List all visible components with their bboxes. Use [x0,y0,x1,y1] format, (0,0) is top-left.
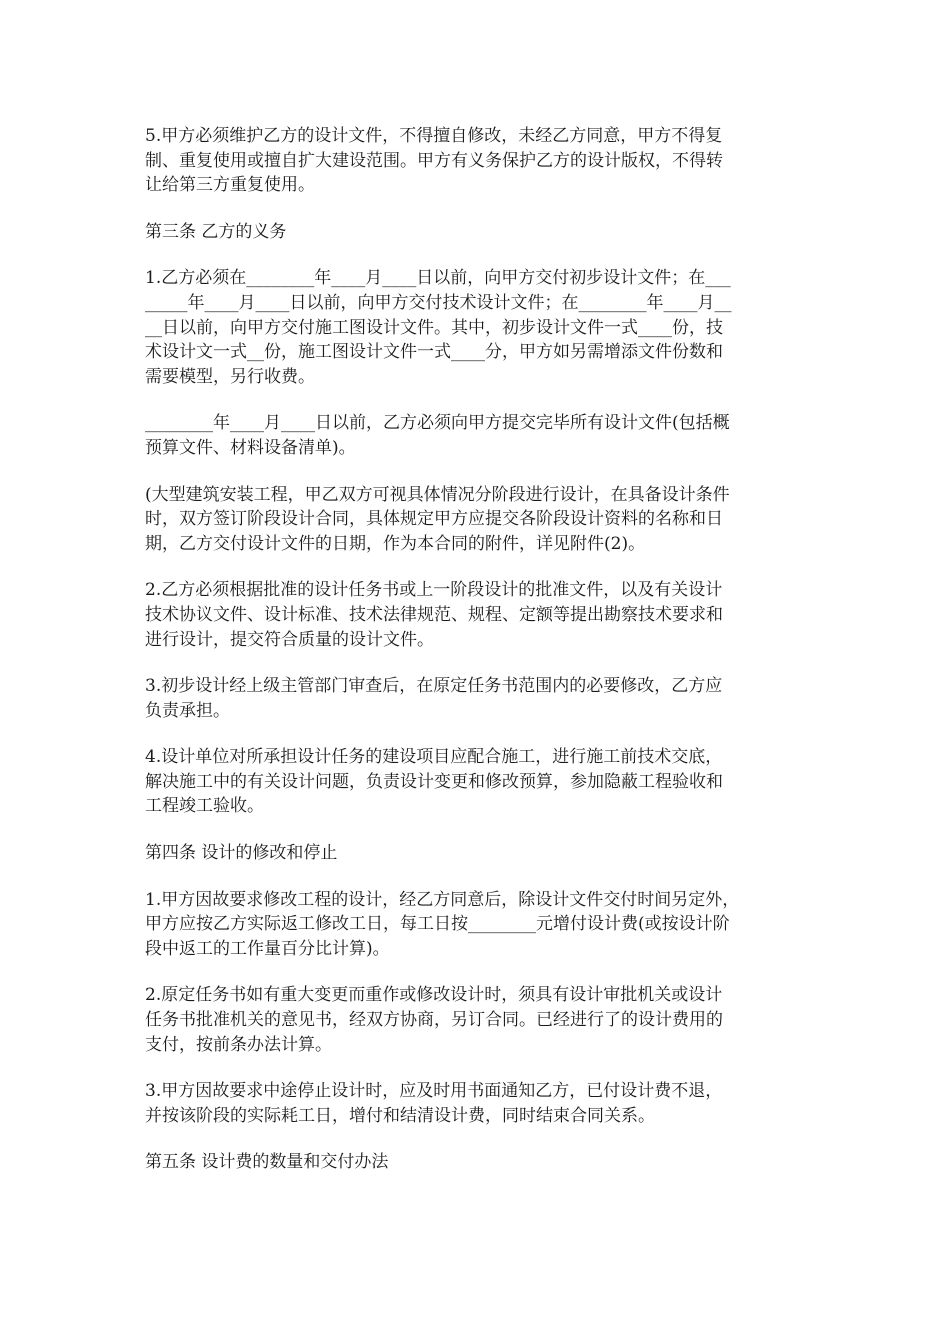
text-line: 3.甲方因故要求中途停止设计时，应及时用书面通知乙方，已付设计费不退， [145,1081,723,1102]
text-line: 支付，按前条办法计算。 [145,1034,332,1055]
paragraph [145,578,810,652]
text-line: 制、重复使用或擅自扩大建设范围。甲方有义务保护乙方的设计版权，不得转 [145,150,723,171]
text-line: 进行设计，提交符合质量的设计文件。 [145,629,434,650]
text-line: 解决施工中的有关设计问题，负责设计变更和修改预算，参加隐蔽工程验收和 [145,771,723,792]
text-line: 2.原定任务书如有重大变更而重作或修改设计时，须具有设计审批机关或设计 [145,985,723,1006]
text-line: __日以前，向甲方交付施工图设计文件。其中，初步设计文件一式____份，技 [145,317,723,338]
text-line: 2.乙方必须根据批准的设计任务书或上一阶段设计的批准文件，以及有关设计 [145,580,723,601]
text-line: 需要模型，另行收费。 [145,366,315,387]
paragraph [145,888,810,962]
text-line: 术设计文一式__份，施工图设计文件一式____分，甲方如另需增添文件份数和 [145,342,723,363]
text-line: 段中返工的工作量百分比计算)。 [145,938,390,959]
paragraph [145,483,810,557]
paragraph [145,411,810,460]
text-line: 并按该阶段的实际耗工日，增付和结清设计费，同时结束合同关系。 [145,1105,655,1126]
text-line: 预算文件、材料设备清单)。 [145,437,356,458]
text-line: 4.设计单位对所承担设计任务的建设项目应配合施工，进行施工前技术交底， [145,747,723,768]
text-line: 技术协议文件、设计标准、技术法律规范、规程、定额等提出勘察技术要求和 [145,604,723,625]
paragraph [145,124,810,198]
document-body [145,124,810,1197]
text-line: 1.乙方必须在________年____月____日以前，向甲方交付初步设计文件；在___ [145,268,731,289]
text-line: _____年____月____日以前，向甲方交付技术设计文件；在________年____月__ [145,292,732,313]
text-line: 第三条 乙方的义务 [145,221,287,242]
text-line: 让给第三方重复使用。 [145,175,315,196]
text-line: 第五条 设计费的数量和交付办法 [145,1152,389,1173]
text-line: (大型建筑安装工程，甲乙双方可视具体情况分阶段进行设计，在具备设计条件 [145,484,730,505]
text-line: 任务书批准机关的意见书，经双方协商，另订合同。已经进行了的设计费用的 [145,1010,723,1031]
text-line: 1.甲方因故要求修改工程的设计，经乙方同意后，除设计文件交付时间另定外， [145,889,740,910]
section-heading [145,841,810,866]
paragraph [145,266,810,389]
text-line: ________年____月____日以前，乙方必须向甲方提交完毕所有设计文件(包括概 [145,413,730,434]
text-line: 第四条 设计的修改和停止 [145,843,338,864]
paragraph [145,674,810,723]
paragraph [145,1079,810,1128]
text-line: 工程竣工验收。 [145,796,264,817]
text-line: 时，双方签订阶段设计合同，具体规定甲方应提交各阶段设计资料的名称和日 [145,509,723,530]
section-heading [145,220,810,245]
text-line: 负责承担。 [145,700,230,721]
text-line: 3.初步设计经上级主管部门审查后，在原定任务书范围内的必要修改，乙方应 [145,676,723,697]
section-heading [145,1150,810,1175]
paragraph [145,983,810,1057]
text-line: 甲方应按乙方实际返工修改工日，每工日按________元增付设计费(或按设计阶 [145,914,730,935]
text-line: 5.甲方必须维护乙方的设计文件，不得擅自修改，未经乙方同意，甲方不得复 [145,126,723,146]
paragraph [145,745,810,819]
text-line: 期，乙方交付设计文件的日期，作为本合同的附件，详见附件(2)。 [145,533,646,554]
